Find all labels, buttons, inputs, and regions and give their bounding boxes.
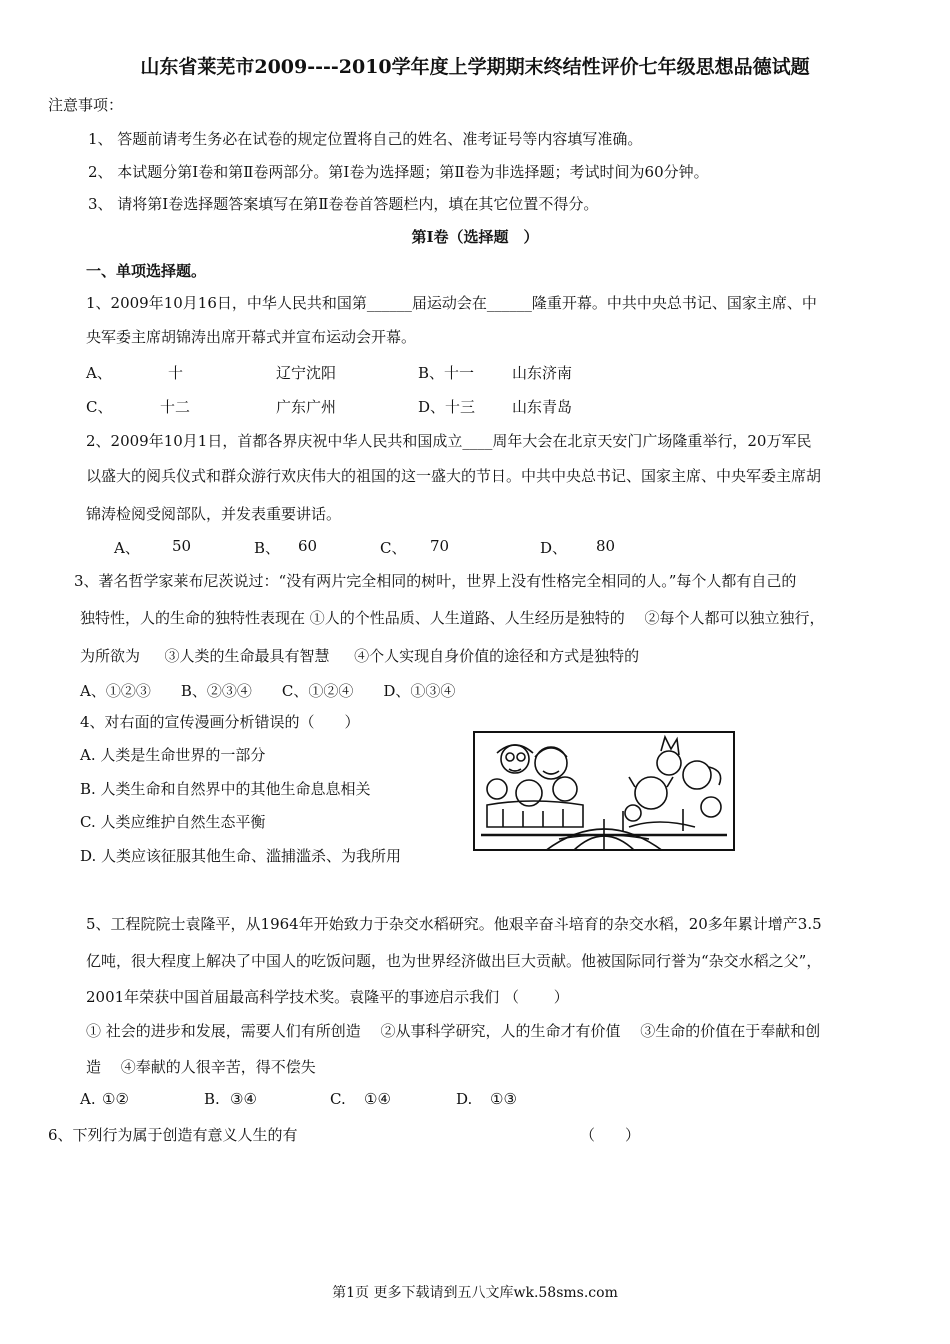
- part-heading: 一、单项选择题。: [86, 262, 207, 280]
- q1-option-d-letter: D、十三: [418, 398, 476, 416]
- question-6-answer-paren: （ ）: [580, 1126, 641, 1144]
- page-footer: 第1页 更多下载请到五八文库wk.58sms.com: [332, 1285, 618, 1301]
- q1-option-a-letter: A、: [86, 364, 112, 382]
- q1-option-a-number: 十: [168, 364, 184, 382]
- q5-option-d-letter: D.: [456, 1090, 473, 1108]
- notice-heading: 注意事项：: [48, 96, 124, 114]
- q1-option-b-letter: B、十一: [418, 364, 475, 382]
- q2-option-c-letter: C、: [380, 539, 407, 557]
- notice-item: 3、 请将第Ⅰ卷选择题答案填写在第Ⅱ卷卷首答题栏内，填在其它位置不得分。: [88, 195, 599, 213]
- question-5-line: 5、工程院院士袁隆平，从1964年开始致力于杂交水稻研究。他艰辛奋斗培育的杂交水稻，20多年累计增产3.5: [86, 915, 822, 933]
- question-3-line: 3、著名哲学家莱布尼茨说过：“没有两片完全相同的树叶，世界上没有性格完全相同的人。”每个人都有自己的: [74, 572, 797, 590]
- q1-option-b-place: 山东济南: [512, 364, 573, 382]
- q5-option-b-letter: B.: [204, 1090, 220, 1108]
- q5-option-a-letter: A.: [80, 1090, 96, 1108]
- q2-option-d-letter: D、: [540, 539, 568, 557]
- q2-option-d-value: 80: [596, 537, 616, 555]
- question-5-line: 造 ④奉献的人很辛苦，得不偿失: [86, 1058, 316, 1076]
- question-6-stem: 6、下列行为属于创造有意义人生的有: [48, 1126, 298, 1144]
- question-2-line: 2、2009年10月1日，首都各界庆祝中华人民共和国成立____周年大会在北京天安门广场隆重举行，20万军民: [86, 432, 812, 450]
- q5-option-b-value: ③④: [230, 1090, 257, 1108]
- q4-option: C. 人类应维护自然生态平衡: [80, 813, 266, 831]
- propaganda-cartoon-image: [473, 731, 735, 851]
- q1-option-c-place: 广东广州: [276, 398, 337, 416]
- q5-option-a-value: ①②: [102, 1090, 129, 1108]
- question-3-options: A、①②③ B、②③④ C、①②④ D、①③④: [80, 682, 456, 700]
- question-1-line: 央军委主席胡锦涛出席开幕式并宣布运动会开幕。: [86, 328, 417, 346]
- q2-option-a-value: 50: [172, 537, 192, 555]
- q1-option-c-number: 十二: [160, 398, 191, 416]
- question-2-line: 以盛大的阅兵仪式和群众游行欢庆伟大的祖国的这一盛大的节日。中共中央总书记、国家主席、中央军委主席胡: [86, 467, 822, 485]
- question-5-line: ① 社会的进步和发展，需要人们有所创造 ②从事科学研究，人的生命才有价值 ③生命的价值在于奉献和创: [86, 1022, 821, 1040]
- notice-item: 2、 本试题分第Ⅰ卷和第Ⅱ卷两部分。第Ⅰ卷为选择题；第Ⅱ卷为非选择题；考试时间为60分钟。: [88, 163, 709, 181]
- q1-option-c-letter: C、: [86, 398, 113, 416]
- question-3-line: 独特性，人的生命的独特性表现在 ①人的个性品质、人生道路、人生经历是独特的 ②每个人都可以独立独行，: [80, 609, 825, 627]
- q2-option-b-value: 60: [298, 537, 318, 555]
- question-4-stem: 4、对右面的宣传漫画分析错误的（ ）: [80, 713, 360, 731]
- q4-option: A. 人类是生命世界的一部分: [80, 746, 266, 764]
- q5-option-c-letter: C.: [330, 1090, 346, 1108]
- notice-item: 1、 答题前请考生务必在试卷的规定位置将自己的姓名、准考证号等内容填写准确。: [88, 130, 643, 148]
- exam-title: 山东省莱芜市2009----2010学年度上学期期末终结性评价七年级思想品德试题: [140, 56, 810, 78]
- q5-option-d-value: ①③: [490, 1090, 517, 1108]
- q1-option-d-place: 山东青岛: [512, 398, 573, 416]
- q4-option: B. 人类生命和自然界中的其他生命息息相关: [80, 780, 371, 798]
- q1-option-a-place: 辽宁沈阳: [276, 364, 337, 382]
- question-1-line: 1、2009年10月16日，中华人民共和国第______届运动会在______隆重开幕。中共中央总书记、国家主席、中: [86, 294, 817, 312]
- section-title: 第Ⅰ卷（选择题 ）: [411, 228, 539, 246]
- q2-option-b-letter: B、: [254, 539, 281, 557]
- question-5-line: 亿吨，很大程度上解决了中国人的吃饭问题，也为世界经济做出巨大贡献。他被国际同行誉为“杂交水稻之父”，: [86, 952, 822, 970]
- q5-option-c-value: ①④: [364, 1090, 391, 1108]
- question-2-line: 锦涛检阅受阅部队，并发表重要讲话。: [86, 505, 342, 523]
- question-3-line: 为所欲为 ③人类的生命最具有智慧 ④个人实现自身价值的途径和方式是独特的: [80, 647, 640, 665]
- q2-option-c-value: 70: [430, 537, 450, 555]
- question-5-line: 2001年荣获中国首届最高科学技术奖。袁隆平的事迹启示我们 （ ）: [86, 988, 569, 1006]
- q4-option: D. 人类应该征服其他生命、滥捕滥杀、为我所用: [80, 847, 402, 865]
- q2-option-a-letter: A、: [114, 539, 140, 557]
